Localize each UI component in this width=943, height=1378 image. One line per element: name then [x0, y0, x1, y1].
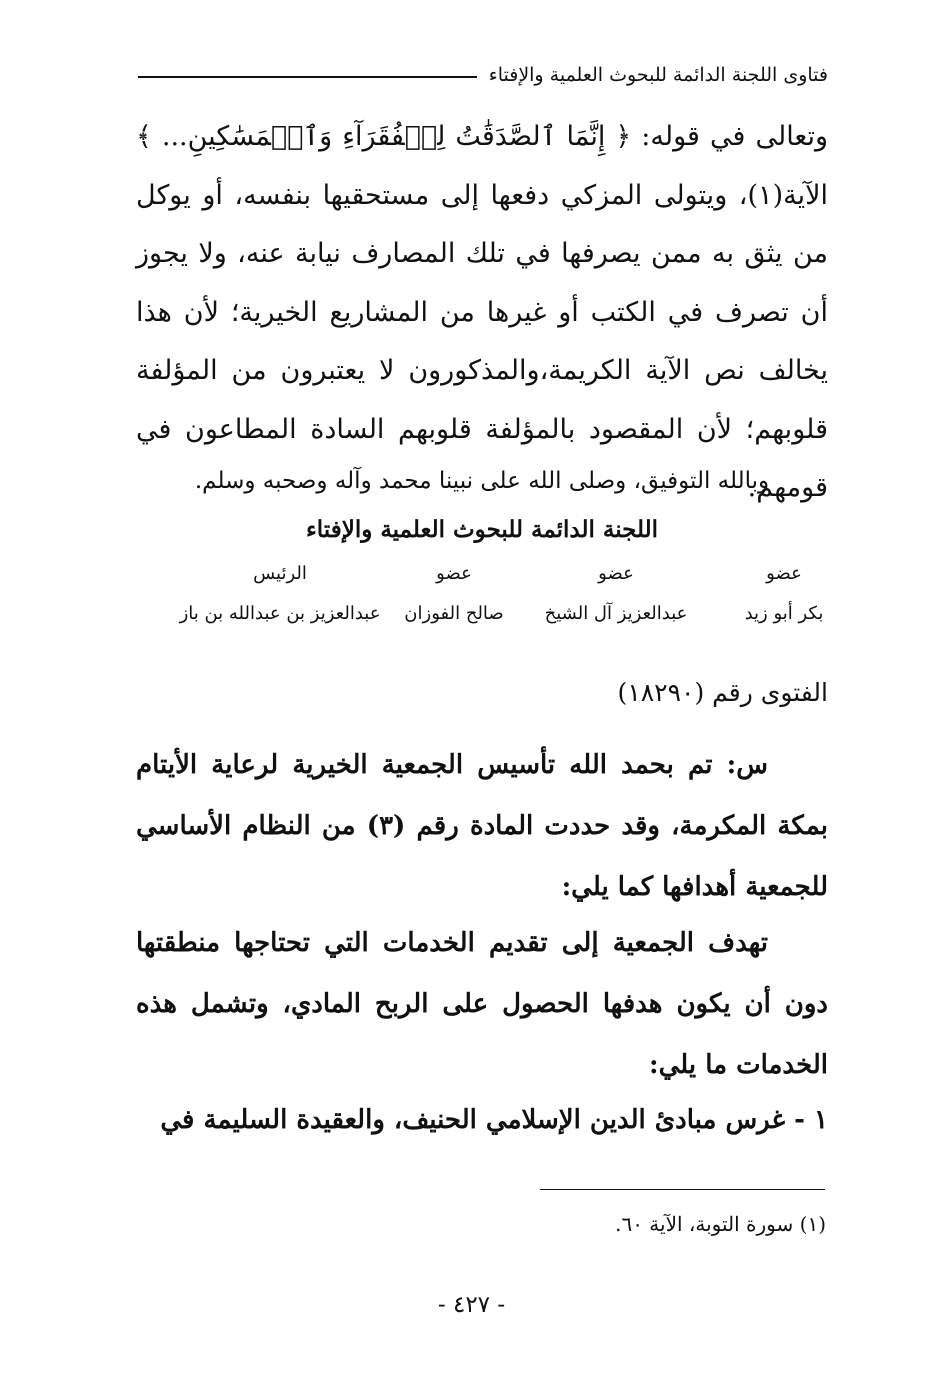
page-number: - ٤٢٧ -	[437, 1292, 506, 1318]
question-paragraph: س: تم بحمد الله تأسيس الجمعية الخيرية لرعاية الأيتام بمكة المكرمة، وقد حددت المادة رقم (٣) من النظام الأساسي للجمعية أهدافها كما يلي:	[136, 750, 828, 902]
signatory-role: عضو	[598, 563, 634, 584]
goal-item-1: ١ - غرس مبادئ الدين الإسلامي الحنيف، والعقيدة السليمة في	[160, 1105, 828, 1135]
footnote: (١) سورة التوبة، الآية ٦٠.	[615, 1212, 826, 1236]
header-title: فتاوى اللجنة الدائمة للبحوث العلمية والإفتاء	[488, 64, 828, 86]
signatory-role: الرئيس	[253, 563, 307, 584]
header-rule	[138, 76, 477, 78]
signatory-name: عبدالعزيز بن عبدالله بن باز	[179, 603, 381, 624]
signatory-name: صالح الفوزان	[404, 603, 504, 624]
signatory-role: عضو	[436, 563, 472, 584]
goals-intro-paragraph: تهدف الجمعية إلى تقديم الخدمات التي تحتاجها منطقتها دون أن يكون هدفها الحصول على الربح المادي، وتشمل هذه الخدمات ما يلي:	[136, 928, 828, 1080]
paragraph-zakat-ruling: وتعالى في قوله: ﴿ إِنَّمَا ٱلصَّدَقَٰتُ لِلۡفُقَرَآءِ وَٱلۡمَسَٰكِينِ... ﴾ الآية(١)، ويتولى المزكي دفعها إلى مستحقيها بنفسه، أو يوكل من يثق به ممن يصرفها في تلك المصارف نيابة عنه، ولا يجوز أن تصرف في الكتب أو غيرها من المشاريع الخيرية؛ لأن هذا يخالف نص الآية الكريمة،والمذكورون لا يعتبرون من المؤلفة قلوبهم؛ لأن المقصود بالمؤلفة قلوبهم السادة المطاعون في قومهم.	[136, 121, 828, 503]
fatwa-number: الفتوى رقم (١٨٢٩٠)	[617, 678, 828, 707]
signatory-name: بكر أبو زيد	[744, 603, 824, 624]
signatory-name: عبدالعزيز آل الشيخ	[544, 603, 688, 624]
footnote-rule	[540, 1189, 825, 1190]
closing-line: وبالله التوفيق، وصلى الله على نبينا محمد وآله وصحبه وسلم.	[194, 468, 770, 494]
committee-name: اللجنة الدائمة للبحوث العلمية والإفتاء	[305, 516, 659, 543]
running-header	[138, 60, 828, 90]
signatory-role: عضو	[766, 563, 802, 584]
